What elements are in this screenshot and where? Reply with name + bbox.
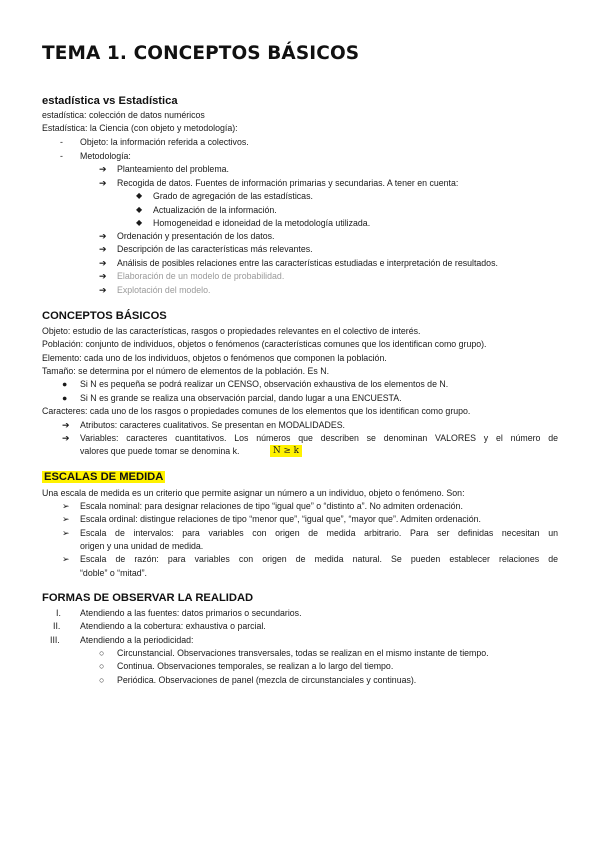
circle-bullet-icon: ● <box>62 393 68 403</box>
hollow-circle-bullet-icon: ○ <box>99 648 105 658</box>
list-item-variables: Variables: caracteres cuantitativos. Los números que describen se denominan VALORES y el número de <box>80 433 558 443</box>
list-item-objeto: Objeto: la información referida a colectivos. <box>80 137 249 147</box>
dash-bullet: - <box>60 137 63 147</box>
escalas-intro: Una escala de medida es un criterio que permite asignar un número a un individuo, objeto o fenómeno. Son: <box>42 488 465 498</box>
hollow-circle-bullet-icon: ○ <box>99 675 105 685</box>
arrow-icon <box>99 243 106 255</box>
list-item-homogeneidad: Homogeneidad e idoneidad de la metodología utilizada. <box>153 218 371 228</box>
list-item-planteamiento: Planteamiento del problema. <box>117 164 229 174</box>
arrow-icon <box>62 432 69 444</box>
page-title: TEMA 1. CONCEPTOS BÁSICOS <box>42 43 360 64</box>
list-item-periodicidad: Atendiendo a la periodicidad: <box>80 635 194 645</box>
list-item-encuesta: Si N es grande se realiza una observación parcial, dando lugar a una ENCUESTA. <box>80 393 402 403</box>
list-item-explotacion: Explotación del modelo. <box>117 285 211 295</box>
arrow-icon <box>99 230 106 242</box>
list-item-descripcion: Descripción de las características más relevantes. <box>117 244 313 254</box>
list-item-analisis: Análisis de posibles relaciones entre las características estudiadas e interpretación de resultados. <box>117 258 498 268</box>
list-item-intervalos: Escala de intervalos: para variables con origen de medida arbitrario. Para ser definidas necesitan un <box>80 528 558 538</box>
definition-objeto: Objeto: estudio de las características, rasgos o propiedades relevantes en el colectivo de interés. <box>42 326 421 336</box>
chevron-bullet-icon: ➢ <box>62 554 70 564</box>
list-item-circunstancial: Circunstancial. Observaciones transversales, todas se realizan en el mismo instante de tiempo. <box>117 648 489 658</box>
arrow-icon <box>99 270 106 282</box>
list-item-actualizacion: Actualización de la información. <box>153 205 277 215</box>
arrow-icon <box>99 163 106 175</box>
list-item-atributos: Atributos: caracteres cualitativos. Se presentan en MODALIDADES. <box>80 420 346 430</box>
arrow-icon <box>99 177 106 189</box>
list-item-fuentes: Atendiendo a las fuentes: datos primarios o secundarios. <box>80 608 302 618</box>
dash-bullet: - <box>60 151 63 161</box>
highlighted-heading: ESCALAS DE MEDIDA <box>44 471 164 483</box>
list-item-intervalos-cont: origen y una unidad de medida. <box>80 541 204 551</box>
list-item-recogida: Recogida de datos. Fuentes de información primarias y secundarias. A tener en cuenta: <box>117 178 459 188</box>
arrow-icon <box>99 257 106 269</box>
section-heading-escalas <box>42 471 165 483</box>
list-item-nominal: Escala nominal: para designar relaciones de tipo “igual que” o “distinto a”. No admiten ordenación. <box>80 501 463 511</box>
list-item-cobertura: Atendiendo a la cobertura: exhaustiva o parcial. <box>80 621 266 631</box>
list-item-ordinal: Escala ordinal: distingue relaciones de tipo “menor que”, “igual que”, “mayor que”. Admiten ordenación. <box>80 514 481 524</box>
list-item-periodica: Periódica. Observaciones de panel (mezcla de circunstanciales y continuas). <box>117 675 417 685</box>
section-heading-formas: FORMAS DE OBSERVAR LA REALIDAD <box>42 592 254 604</box>
definition-estadistica: estadística: colección de datos numéricos <box>42 110 205 120</box>
list-item-razon-cont: “doble” o “mitad”. <box>80 568 147 578</box>
roman-numeral: II. <box>53 621 61 631</box>
diamond-bullet-icon: ◆ <box>136 218 143 227</box>
list-item-modelo: Elaboración de un modelo de probabilidad. <box>117 271 285 281</box>
section-heading-estadistica: estadística vs Estadística <box>42 95 178 107</box>
chevron-bullet-icon: ➢ <box>62 501 70 511</box>
list-item-censo: Si N es pequeña se podrá realizar un CENSO, observación exhaustiva de los elementos de N. <box>80 379 449 389</box>
hollow-circle-bullet-icon: ○ <box>99 661 105 671</box>
section-heading-conceptos: CONCEPTOS BÁSICOS <box>42 310 167 322</box>
circle-bullet-icon: ● <box>62 379 68 389</box>
list-item-continua: Continua. Observaciones temporales, se realizan a lo largo del tiempo. <box>117 661 394 671</box>
definition-poblacion: Población: conjunto de individuos, objetos o fenómenos (características comunes que los identifican como grupo). <box>42 339 487 349</box>
formula-highlight: N ≥ k <box>270 445 302 457</box>
list-item-variables-cont: valores que puede tomar se denomina k. <box>80 446 240 456</box>
arrow-icon <box>99 284 106 296</box>
list-item-ordenacion: Ordenación y presentación de los datos. <box>117 231 275 241</box>
diamond-bullet-icon: ◆ <box>136 205 143 214</box>
list-item-grado: Grado de agregación de las estadísticas. <box>153 191 313 201</box>
list-item-razon: Escala de razón: para variables con origen de medida natural. Se pueden establecer relaciones de <box>80 554 558 564</box>
roman-numeral: I. <box>56 608 61 618</box>
definition-tamano: Tamaño: se determina por el número de elementos de la población. Es N. <box>42 366 330 376</box>
chevron-bullet-icon: ➢ <box>62 528 70 538</box>
definition-elemento: Elemento: cada uno de los individuos, objetos o fenómenos que componen la población. <box>42 353 387 363</box>
definition-estadistica-ciencia: Estadística: la Ciencia (con objeto y metodología): <box>42 123 238 133</box>
diamond-bullet-icon: ◆ <box>136 191 143 200</box>
chevron-bullet-icon: ➢ <box>62 514 70 524</box>
roman-numeral: III. <box>50 635 60 645</box>
arrow-icon <box>62 419 69 431</box>
list-item-metodologia: Metodología: <box>80 151 131 161</box>
definition-caracteres: Caracteres: cada uno de los rasgos o propiedades comunes de los elementos que los identifican como grupo. <box>42 406 471 416</box>
